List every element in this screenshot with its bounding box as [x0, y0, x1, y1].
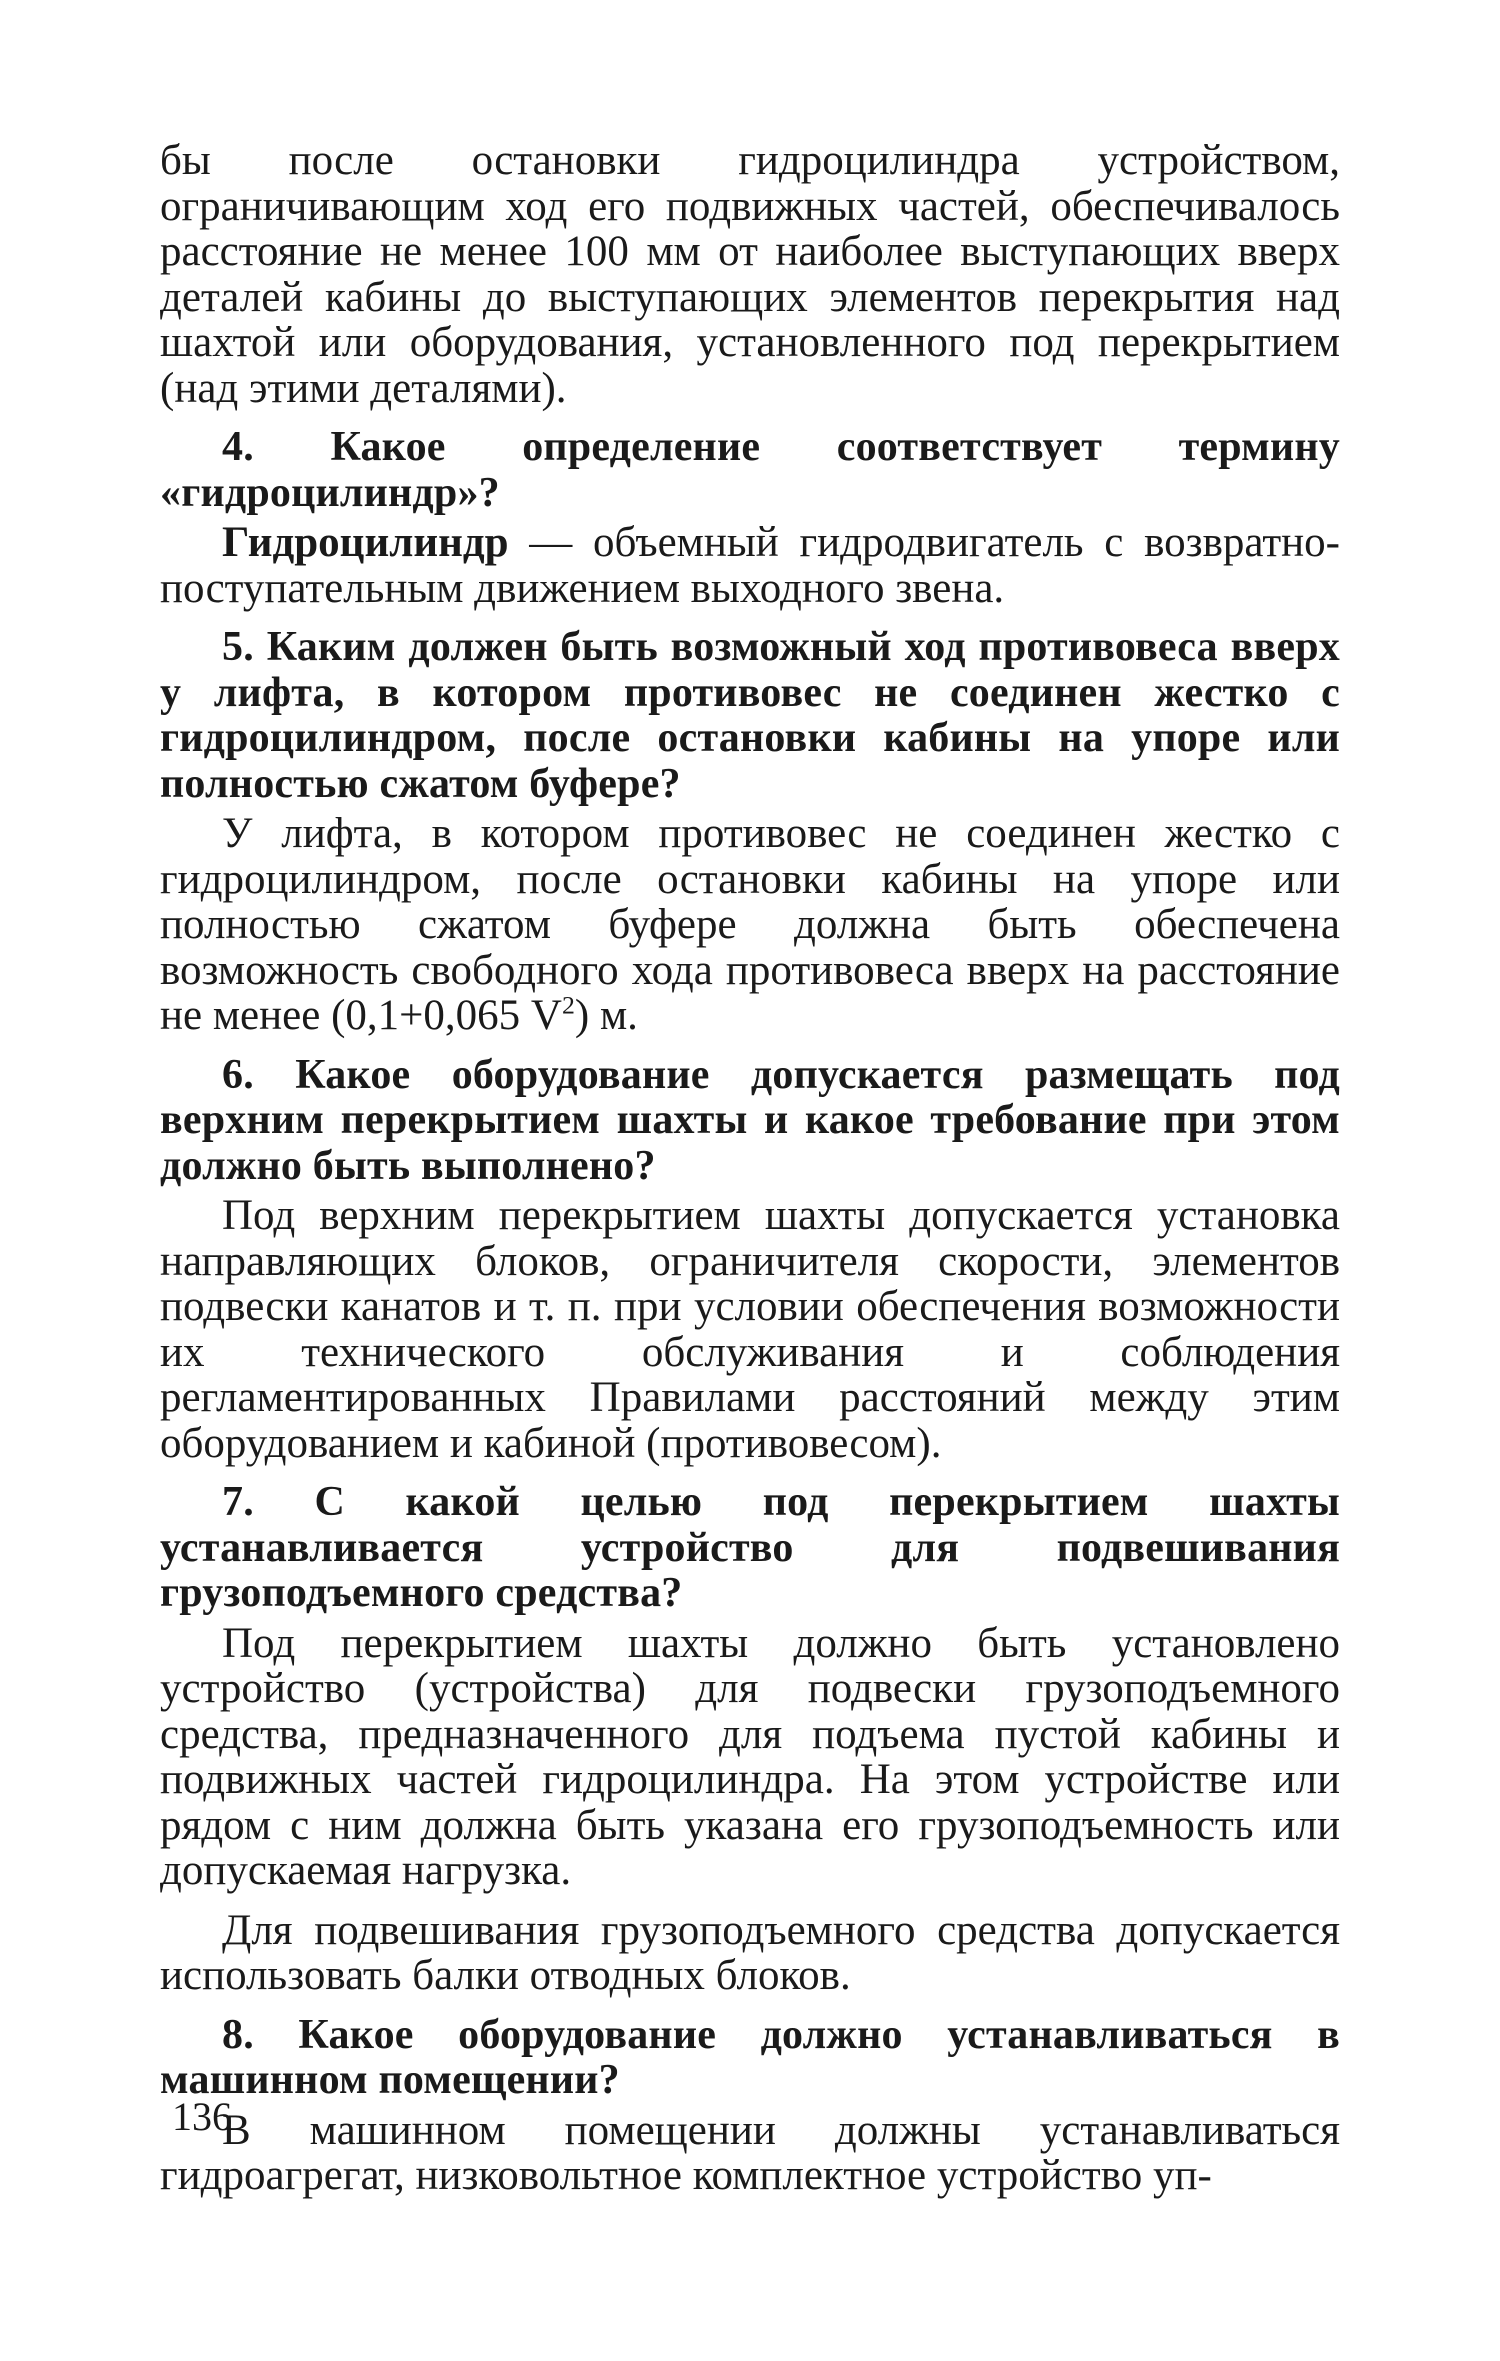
answer-8: В машинном помещении должны устанавливаться гидроагрегат, низковольтное комплектное устройство уп-: [160, 2106, 1340, 2199]
answer-5: [160, 811, 1340, 1039]
question-7: 7. С какой целью под перекрытием шахты устанавливается устройство для подвешивания грузоподъемного средства?: [160, 1479, 1340, 1616]
formula-main: (0,1+0,065 V: [331, 992, 562, 1039]
question-8: 8. Какое оборудование должно устанавливаться в машинном помещении?: [160, 2011, 1340, 2103]
answer-5-unit: м.: [589, 992, 638, 1039]
page-body: [160, 138, 1340, 2199]
question-5: 5. Каким должен быть возможный ход противовеса вверх у лифта, в котором противовес не соединен жестко с гидроцилиндром, после остановки кабины на упоре или полностью сжатом буфере?: [160, 624, 1340, 807]
answer-4: [160, 520, 1340, 611]
answer-7-paragraph-1: Под перекрытием шахты должно быть установлено устройство (устройства) для подвески грузоподъемного средства, предназначенного для подъема пустой кабины и подвижных частей гидроцилиндра. На этом устройстве или рядом с ним должна быть указана его грузоподъемность или допускаемая нагрузка.: [160, 1619, 1340, 1894]
answer-4-term: Гидроцилиндр: [222, 519, 509, 566]
question-6: 6. Какое оборудование допускается размещать под верхним перекрытием шахты и какое требование при этом должно быть выполнено?: [160, 1051, 1340, 1189]
intro-paragraph: бы после остановки гидроцилиндра устройством, ограничивающим ход его подвижных частей, обеспечивалось расстояние не менее 100 мм от наиболее выступающих вверх деталей кабины до выступающих элементов перекрытия над шахтой или оборудования, установленного под перекрытием (над этими деталями).: [160, 137, 1340, 412]
answer-6: Под верхним перекрытием шахты допускается установка направляющих блоков, ограничителя скорости, элементов подвески канатов и т. п. при условии обеспечения возможности их технического обслуживания и соблюдения регламентированных Правилами расстояний между этим оборудованием и кабиной (противовесом).: [160, 1192, 1340, 1467]
page-number: 136: [172, 2094, 232, 2139]
formula-close: ): [574, 992, 590, 1039]
speed-formula: [331, 992, 589, 1039]
answer-5-text: У лифта, в котором противовес не соединен жестко с гидроцилиндром, после остановки кабины на упоре или полностью сжатом буфере должна быть обеспечена возможность свободного хода противовеса вверх на расстояние не менее: [160, 810, 1340, 1039]
answer-7-paragraph-2: Для подвешивания грузоподъемного средства допускается использовать балки отводных блоков.: [160, 1906, 1340, 1999]
formula-exponent: 2: [561, 990, 575, 1020]
question-4: 4. Какое определение соответствует термину «гидроцилиндр»?: [160, 424, 1340, 516]
answer-4-text: — объемный гидродвигатель с возвратно-поступательным движением выходного звена.: [160, 519, 1340, 612]
